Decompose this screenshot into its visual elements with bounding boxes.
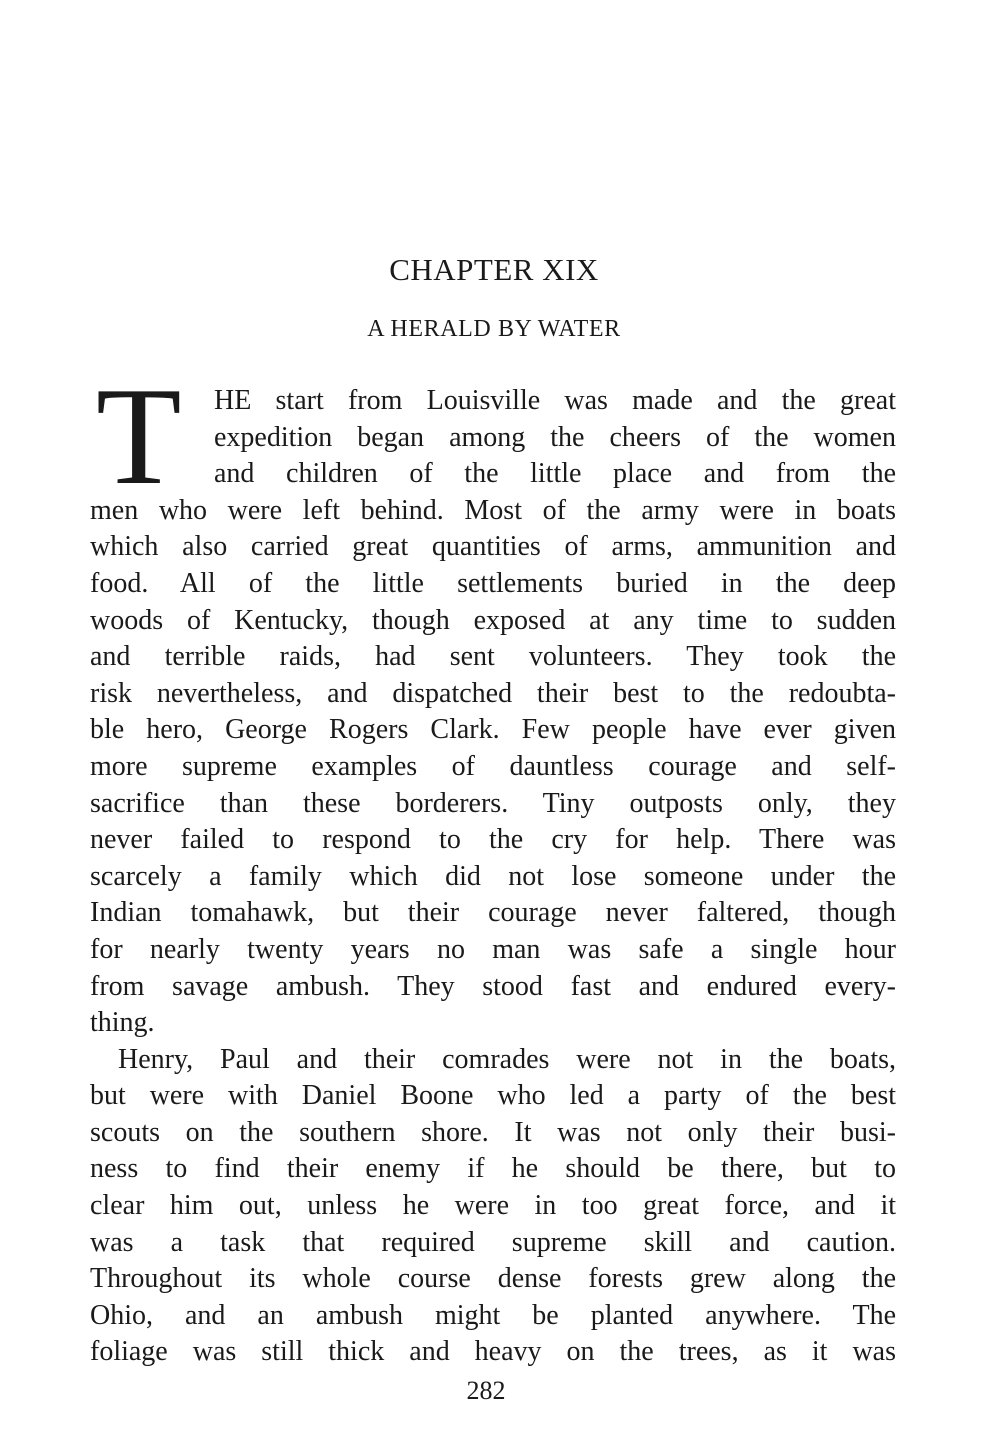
text-line: Henry, Paul and their comrades were not in the boats, — [118, 1043, 896, 1075]
text-line: Throughout its whole course dense forests grew along the — [90, 1263, 896, 1295]
text-line: was a task that required supreme skill and caution. — [90, 1226, 896, 1258]
text-line: scarcely a family which did not lose someone under the — [90, 860, 896, 892]
text-line: foliage was still thick and heavy on the trees, as it was — [90, 1336, 896, 1368]
text-line: ness to find their enemy if he should be there, but to — [90, 1153, 896, 1185]
text-line: but were with Daniel Boone who led a party of the best — [90, 1080, 896, 1112]
text-line: thing. — [90, 1007, 155, 1039]
chapter-title: A HERALD BY WATER — [367, 316, 621, 342]
body-text — [90, 383, 896, 1371]
chapter-number: CHAPTER XIX — [389, 252, 599, 287]
text-line: for nearly twenty years no man was safe a single hour — [90, 933, 896, 965]
text-line: from savage ambush. They stood fast and endured every- — [90, 970, 896, 1002]
page-number: 282 — [466, 1376, 506, 1405]
text-line: scouts on the southern shore. It was not only their busi- — [90, 1116, 896, 1148]
text-line: more supreme examples of dauntless courage and self- — [90, 750, 896, 782]
paragraph-1 — [90, 383, 896, 1042]
text-line: clear him out, unless he were in too great force, and it — [90, 1190, 896, 1222]
text-line: sacrifice than these borderers. Tiny outposts only, they — [90, 787, 896, 819]
paragraph-2 — [90, 1042, 896, 1371]
text-line: men who were left behind. Most of the army were in boats — [90, 494, 896, 526]
drop-cap-letter: T — [96, 359, 182, 514]
text-line: ble hero, George Rogers Clark. Few people have ever given — [90, 714, 896, 746]
text-line: never failed to respond to the cry for help. There was — [90, 824, 896, 856]
text-line: HE start from Louisville was made and the great — [214, 385, 896, 416]
text-line: expedition began among the cheers of the women — [214, 421, 896, 453]
text-line: Ohio, and an ambush might be planted anywhere. The — [90, 1299, 896, 1331]
text-line: food. All of the little settlements buried in the deep — [90, 567, 896, 599]
text-line: which also carried great quantities of arms, ammunition and — [90, 531, 896, 563]
text-line: and terrible raids, had sent volunteers. They took the — [90, 641, 896, 673]
text-line: risk nevertheless, and dispatched their best to the redoubta- — [90, 677, 896, 709]
text-line: Indian tomahawk, but their courage never faltered, though — [90, 897, 896, 929]
text-line: woods of Kentucky, though exposed at any time to sudden — [90, 604, 896, 636]
text-line: and children of the little place and from the — [214, 458, 896, 490]
